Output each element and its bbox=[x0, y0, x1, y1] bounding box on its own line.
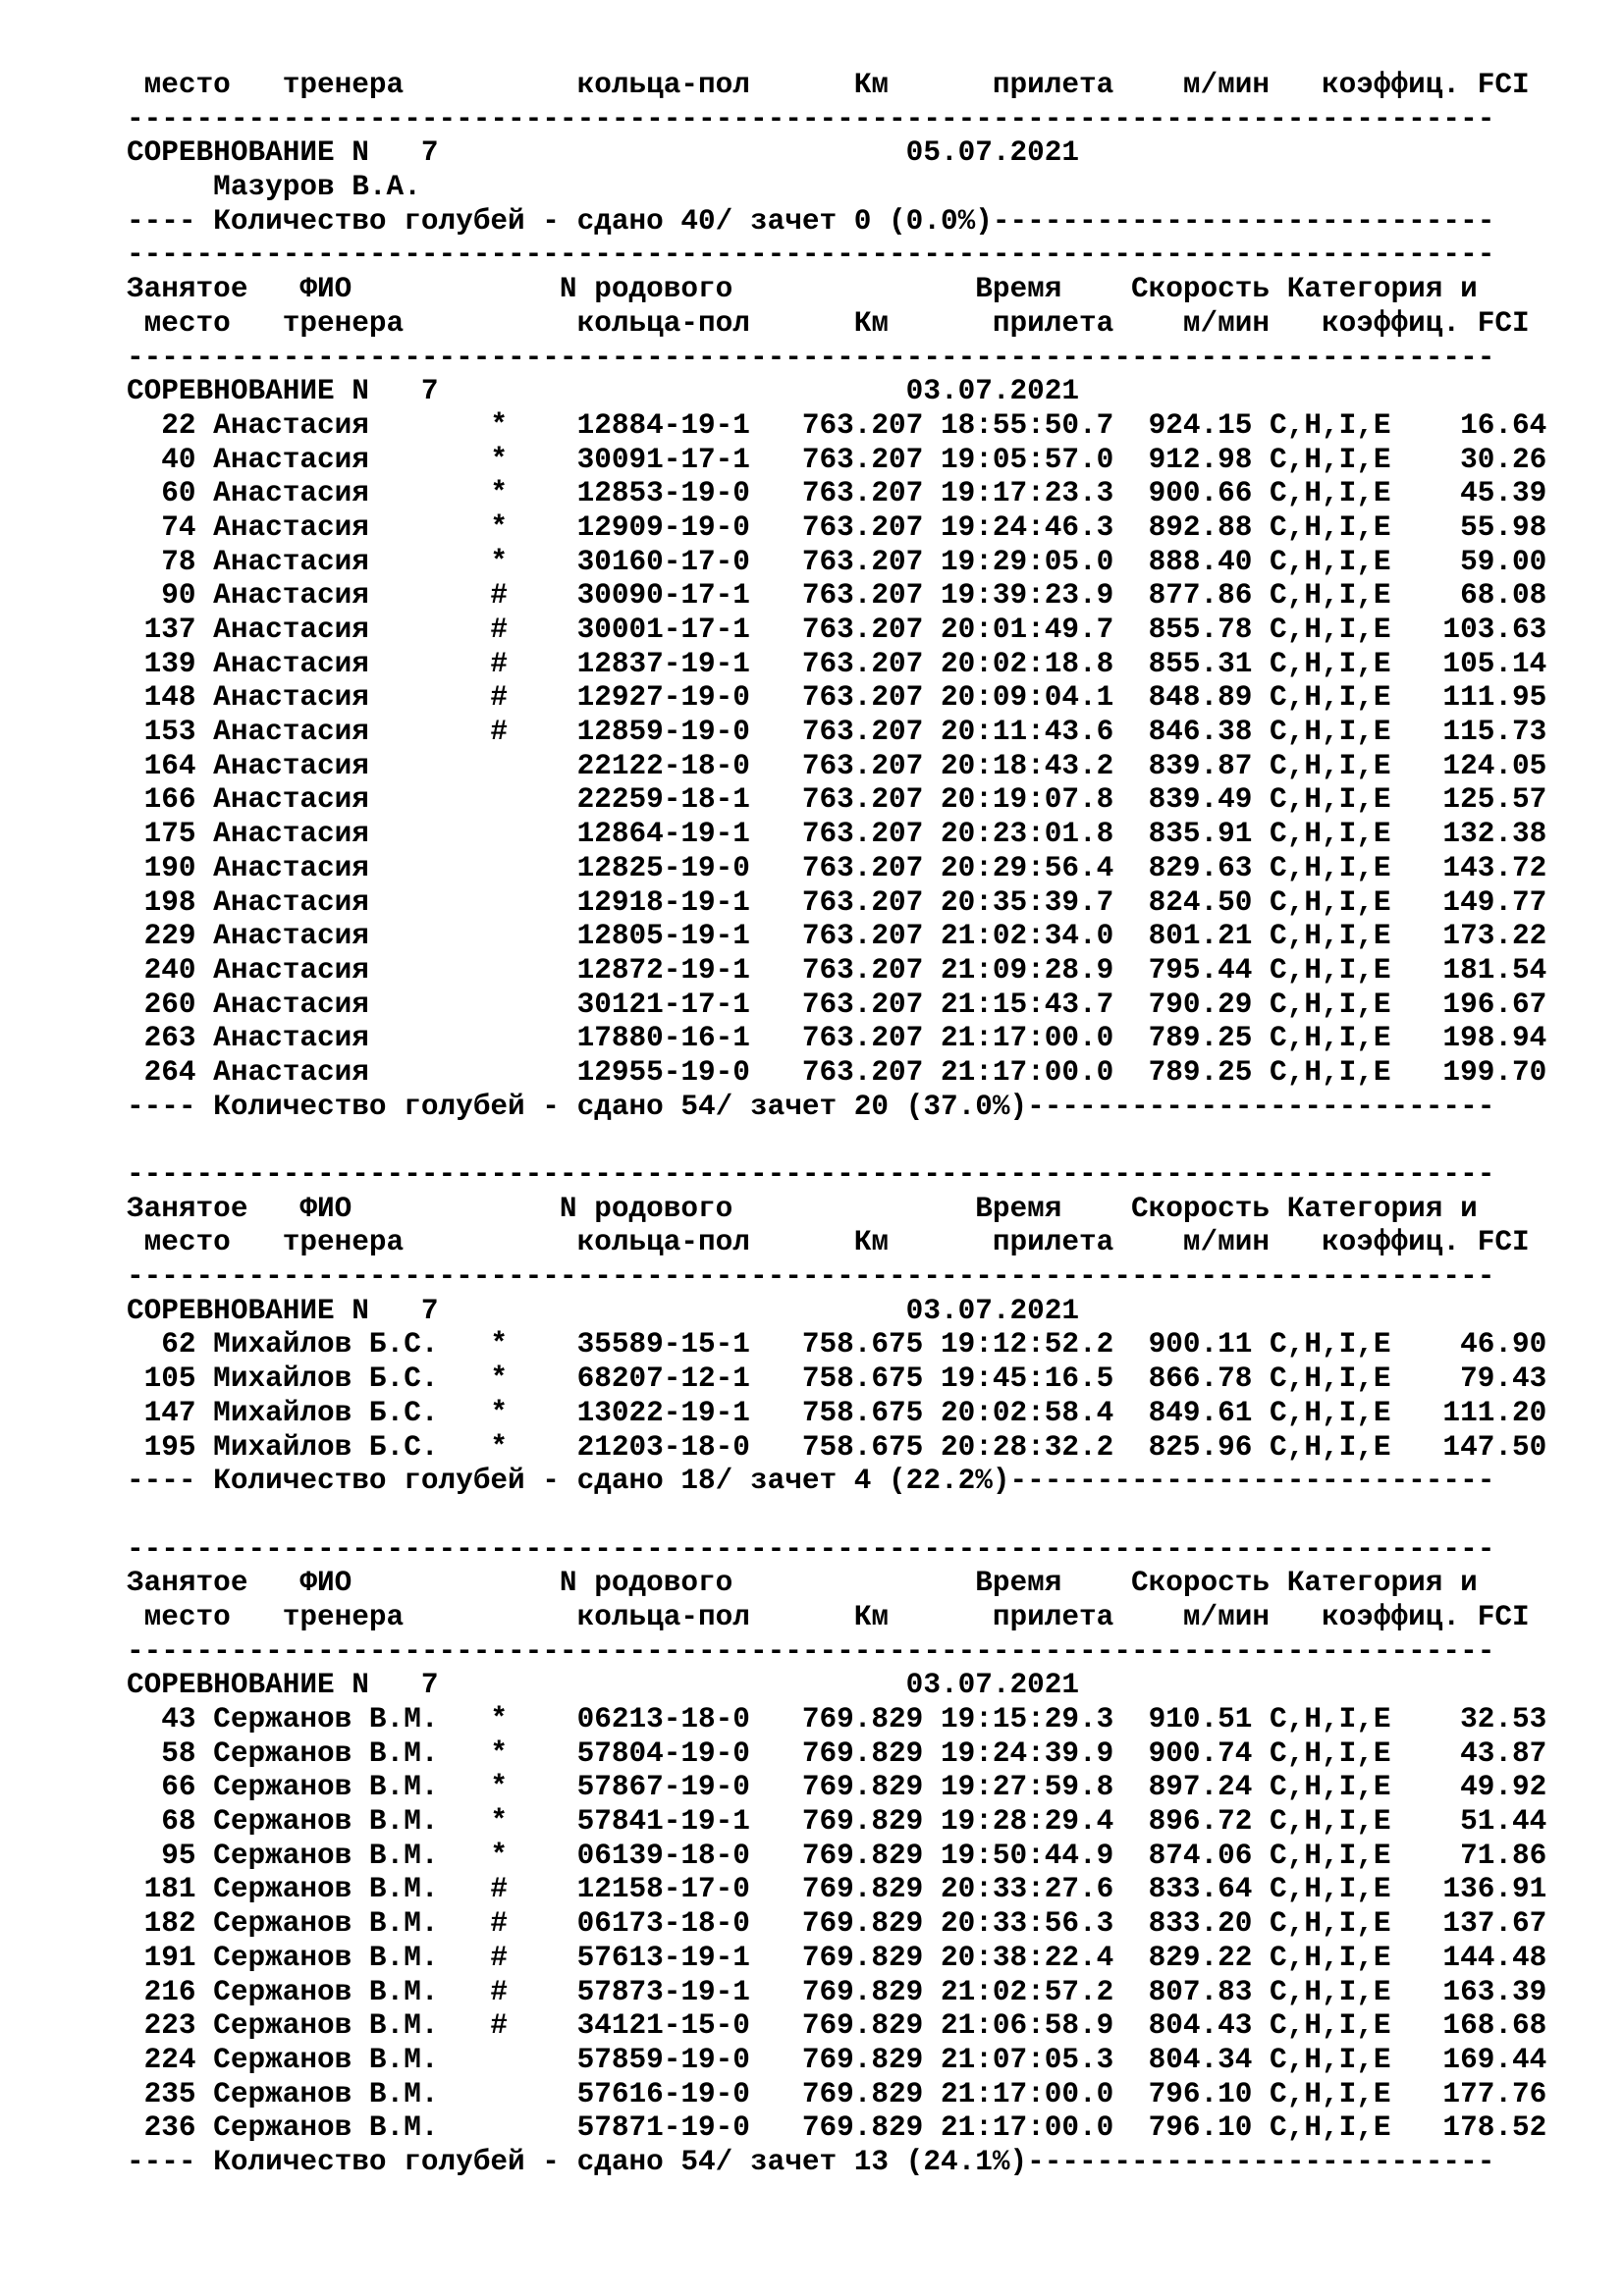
result-row: 62 Михайлов Б.С. * 35589-15-1 758.675 19:12:52.2 900.11 C,H,I,E 46.90 bbox=[127, 1328, 1547, 1362]
result-row: 195 Михайлов Б.С. * 21203-18-0 758.675 20:28:32.2 825.96 C,H,I,E 147.50 bbox=[127, 1430, 1547, 1464]
result-row: 264 Анастасия 12955-19-0 763.207 21:17:00.0 789.25 C,H,I,E 199.70 bbox=[127, 1055, 1547, 1089]
result-row: 105 Михайлов Б.С. * 68207-12-1 758.675 19:45:16.5 866.78 C,H,I,E 79.43 bbox=[127, 1362, 1547, 1396]
competition-section-serzhanov bbox=[127, 1533, 1546, 2180]
pigeon-count-summary: ---- Количество голубей - сдано 40/ зачет 0 (0.0%)----------------------------- bbox=[127, 204, 1495, 238]
result-row: 22 Анастасия * 12884-19-1 763.207 18:55:50.7 924.15 C,H,I,E 16.64 bbox=[127, 408, 1547, 442]
pigeon-count-summary: ---- Количество голубей - сдано 18/ зачет 4 (22.2%)---------------------------- bbox=[127, 1465, 1495, 1498]
trainer-name: Мазуров В.А. bbox=[127, 171, 421, 204]
competition-section-anastasia bbox=[127, 239, 1546, 1124]
result-row: 224 Сержанов В.М. 57859-19-0 769.829 21:07:05.3 804.34 C,H,I,E 169.44 bbox=[127, 2043, 1547, 2076]
rule-line: ------------------------------------------------------------------------------- bbox=[127, 1158, 1495, 1191]
result-row: 263 Анастасия 17880-16-1 763.207 21:17:00.0 789.25 C,H,I,E 198.94 bbox=[127, 1022, 1547, 1055]
rule-line: ------------------------------------------------------------------------------- bbox=[127, 239, 1495, 272]
result-row: 40 Анастасия * 30091-17-1 763.207 19:05:57.0 912.98 C,H,I,E 30.26 bbox=[127, 443, 1547, 476]
rule-line: ------------------------------------------------------------------------------- bbox=[127, 341, 1495, 374]
column-header-line: Занятое ФИО N родового Время Скорость Категория и bbox=[127, 1567, 1478, 1600]
result-row: 175 Анастасия 12864-19-1 763.207 20:23:01.8 835.91 C,H,I,E 132.38 bbox=[127, 818, 1547, 851]
result-row: 235 Сержанов В.М. 57616-19-0 769.829 21:17:00.0 796.10 C,H,I,E 177.76 bbox=[127, 2077, 1547, 2110]
rule-line: ------------------------------------------------------------------------------- bbox=[127, 1532, 1495, 1566]
result-row: 58 Сержанов В.М. * 57804-19-0 769.829 19:24:39.9 900.74 C,H,I,E 43.87 bbox=[127, 1736, 1547, 1770]
result-row: 190 Анастасия 12825-19-0 763.207 20:29:56.4 829.63 C,H,I,E 143.72 bbox=[127, 851, 1547, 884]
column-header-line: место тренера кольца-пол Км прилета м/мин коэффиц. FCI bbox=[127, 1600, 1530, 1633]
result-row: 148 Анастасия # 12927-19-0 763.207 20:09:04.1 848.89 C,H,I,E 111.95 bbox=[127, 681, 1547, 715]
result-row: 164 Анастасия 22122-18-0 763.207 20:18:43.2 839.87 C,H,I,E 124.05 bbox=[127, 749, 1547, 782]
pigeon-count-summary: ---- Количество голубей - сдано 54/ зачет 20 (37.0%)--------------------------- bbox=[127, 1090, 1495, 1123]
result-row: 147 Михайлов Б.С. * 13022-19-1 758.675 20:02:58.4 849.61 C,H,I,E 111.20 bbox=[127, 1396, 1547, 1429]
competition-title: СОРЕВНОВАНИЕ N 7 03.07.2021 bbox=[127, 1669, 1080, 1702]
result-row: 68 Сержанов В.М. * 57841-19-1 769.829 19:28:29.4 896.72 C,H,I,E 51.44 bbox=[127, 1805, 1547, 1839]
rule-line: ------------------------------------------------------------------------------- bbox=[127, 102, 1495, 135]
result-row: 216 Сержанов В.М. # 57873-19-1 769.829 21:02:57.2 807.83 C,H,I,E 163.39 bbox=[127, 1975, 1547, 2008]
column-header-line: Занятое ФИО N родового Время Скорость Категория и bbox=[127, 1192, 1478, 1225]
result-row: 223 Сержанов В.М. # 34121-15-0 769.829 21:06:58.9 804.43 C,H,I,E 168.68 bbox=[127, 2009, 1547, 2043]
result-row: 182 Сержанов В.М. # 06173-18-0 769.829 20:33:56.3 833.20 C,H,I,E 137.67 bbox=[127, 1907, 1547, 1941]
result-row: 181 Сержанов В.М. # 12158-17-0 769.829 20:33:27.6 833.64 C,H,I,E 136.91 bbox=[127, 1873, 1547, 1906]
result-row: 229 Анастасия 12805-19-1 763.207 21:02:34.0 801.21 C,H,I,E 173.22 bbox=[127, 920, 1547, 953]
rule-line: ------------------------------------------------------------------------------- bbox=[127, 1634, 1495, 1668]
result-row: 240 Анастасия 12872-19-1 763.207 21:09:28.9 795.44 C,H,I,E 181.54 bbox=[127, 953, 1547, 987]
result-row: 198 Анастасия 12918-19-1 763.207 20:35:39.7 824.50 C,H,I,E 149.77 bbox=[127, 885, 1547, 919]
result-row: 137 Анастасия # 30001-17-1 763.207 20:01:49.7 855.78 C,H,I,E 103.63 bbox=[127, 614, 1547, 646]
column-header-line: Занятое ФИО N родового Время Скорость Категория и bbox=[127, 273, 1478, 306]
result-row: 153 Анастасия # 12859-19-0 763.207 20:11:43.6 846.38 C,H,I,E 115.73 bbox=[127, 716, 1547, 749]
result-row: 66 Сержанов В.М. * 57867-19-0 769.829 19:27:59.8 897.24 C,H,I,E 49.92 bbox=[127, 1771, 1547, 1804]
result-row: 139 Анастасия # 12837-19-1 763.207 20:02:18.8 855.31 C,H,I,E 105.14 bbox=[127, 647, 1547, 680]
spacer bbox=[127, 1124, 1546, 1158]
result-row: 43 Сержанов В.М. * 06213-18-0 769.829 19:15:29.3 910.51 C,H,I,E 32.53 bbox=[127, 1703, 1547, 1735]
result-row: 260 Анастасия 30121-17-1 763.207 21:15:43.7 790.29 C,H,I,E 196.67 bbox=[127, 988, 1547, 1021]
result-row: 191 Сержанов В.М. # 57613-19-1 769.829 20:38:22.4 829.22 C,H,I,E 144.48 bbox=[127, 1941, 1547, 1974]
result-row: 60 Анастасия * 12853-19-0 763.207 19:17:23.3 900.66 C,H,I,E 45.39 bbox=[127, 477, 1547, 510]
result-row: 95 Сержанов В.М. * 06139-18-0 769.829 19:50:44.9 874.06 C,H,I,E 71.86 bbox=[127, 1839, 1547, 1872]
results-document bbox=[127, 69, 1546, 2180]
column-header-line: место тренера кольца-пол Км прилета м/мин коэффиц. FCI bbox=[127, 69, 1530, 101]
competition-title: СОРЕВНОВАНИЕ N 7 03.07.2021 bbox=[127, 1294, 1080, 1327]
competition-title: СОРЕВНОВАНИЕ N 7 05.07.2021 bbox=[127, 136, 1080, 170]
result-row: 78 Анастасия * 30160-17-0 763.207 19:29:05.0 888.40 C,H,I,E 59.00 bbox=[127, 545, 1547, 578]
competition-section-mazurov bbox=[127, 136, 1546, 239]
result-row: 236 Сержанов В.М. 57871-19-0 769.829 21:17:00.0 796.10 C,H,I,E 178.52 bbox=[127, 2111, 1547, 2145]
competition-title: СОРЕВНОВАНИЕ N 7 03.07.2021 bbox=[127, 375, 1080, 408]
spacer bbox=[127, 1499, 1546, 1533]
column-header-line: место тренера кольца-пол Км прилета м/мин коэффиц. FCI bbox=[127, 1226, 1530, 1259]
result-row: 166 Анастасия 22259-18-1 763.207 20:19:07.8 839.49 C,H,I,E 125.57 bbox=[127, 783, 1547, 817]
pigeon-count-summary: ---- Количество голубей - сдано 54/ зачет 13 (24.1%)--------------------------- bbox=[127, 2145, 1495, 2178]
column-header-line: место тренера кольца-пол Км прилета м/мин коэффиц. FCI bbox=[127, 306, 1530, 340]
result-row: 74 Анастасия * 12909-19-0 763.207 19:24:46.3 892.88 C,H,I,E 55.98 bbox=[127, 510, 1547, 544]
competition-section-mikhailov bbox=[127, 1158, 1546, 1499]
rule-line: ------------------------------------------------------------------------------- bbox=[127, 1260, 1495, 1294]
result-row: 90 Анастасия # 30090-17-1 763.207 19:39:23.9 877.86 C,H,I,E 68.08 bbox=[127, 579, 1547, 613]
